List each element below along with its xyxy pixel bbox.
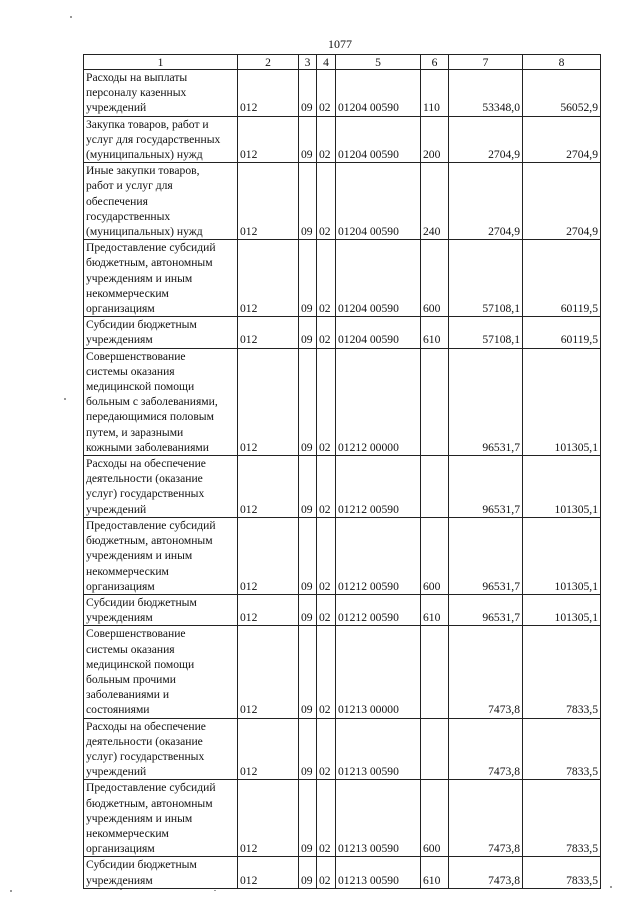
subsection-code-cell: 02 [317,348,336,455]
expense-name-line: учреждений [86,101,147,115]
expense-name-cell [84,517,238,594]
expense-name-cell [84,163,238,240]
department-code-cell: 012 [238,718,299,780]
expense-name-line: организациям [86,842,155,856]
department-code-cell: 012 [238,626,299,718]
subsection-code-cell: 02 [317,517,336,594]
expense-name-line: учреждениям и иным [86,811,193,825]
expense-name-line: Субсидии бюджетным [86,858,197,872]
column-header: 5 [336,55,421,70]
section-code-cell: 09 [299,780,317,857]
expense-name-line: некоммерческим [86,826,169,840]
department-code-cell: 012 [238,317,299,348]
expense-name-cell [84,626,238,718]
expense-name-line: некоммерческим [86,564,169,578]
department-code-cell: 012 [238,517,299,594]
expense-name-line: бюджетным, автономным [86,796,213,810]
expense-name-line: заболеваниями и [86,688,170,702]
expense-name-line: Субсидии бюджетным [86,318,197,332]
expense-name-line: учреждениям [86,333,153,347]
section-code-cell: 09 [299,857,317,888]
target-article-cell: 01204 00590 [336,240,421,317]
amount-year-1-cell: 7473,8 [449,626,523,718]
target-article-cell: 01204 00590 [336,317,421,348]
column-header: 7 [449,55,523,70]
amount-year-1-cell: 96531,7 [449,517,523,594]
expense-type-cell [421,626,449,718]
table-row [84,857,601,888]
expense-name-line: (муниципальных) нужд [86,148,203,162]
target-article-cell: 01213 00590 [336,718,421,780]
amount-year-2-cell: 56052,9 [523,70,601,117]
section-code-cell: 09 [299,718,317,780]
expense-name-line: бюджетным, автономным [86,256,213,270]
subsection-code-cell: 02 [317,116,336,163]
target-article-cell: 01213 00590 [336,857,421,888]
table-row [84,718,601,780]
amount-year-1-cell: 96531,7 [449,456,523,518]
subsection-code-cell: 02 [317,70,336,117]
section-code-cell: 09 [299,348,317,455]
target-article-cell: 01204 00590 [336,116,421,163]
expense-name-line: медицинской помощи [86,380,195,394]
expense-name-line: Предоставление субсидий [86,518,216,532]
expense-name-line: учреждений [86,765,147,779]
expense-type-cell [421,718,449,780]
expense-name-line: Совершенствование [86,349,186,363]
subsection-code-cell: 02 [317,317,336,348]
expense-name-cell [84,240,238,317]
subsection-code-cell: 02 [317,456,336,518]
table-row [84,517,601,594]
column-header: 3 [299,55,317,70]
expense-name-cell [84,857,238,888]
amount-year-2-cell: 2704,9 [523,163,601,240]
expense-type-cell: 600 [421,780,449,857]
expense-type-cell: 610 [421,857,449,888]
expense-name-line: Расходы на обеспечение [86,457,206,471]
expense-name-cell [84,348,238,455]
department-code-cell: 012 [238,456,299,518]
expense-type-cell: 240 [421,163,449,240]
amount-year-1-cell: 7473,8 [449,780,523,857]
amount-year-2-cell: 101305,1 [523,517,601,594]
table-row [84,116,601,163]
department-code-cell: 012 [238,857,299,888]
expense-name-cell [84,718,238,780]
amount-year-2-cell: 2704,9 [523,116,601,163]
table-row [84,594,601,625]
expense-type-cell [421,456,449,518]
target-article-cell: 01213 00590 [336,780,421,857]
column-header: 6 [421,55,449,70]
expense-name-line: передающимися половым [86,410,214,424]
expense-name-line: Иные закупки товаров, [86,164,200,178]
department-code-cell: 012 [238,240,299,317]
expense-type-cell: 110 [421,70,449,117]
amount-year-2-cell: 7833,5 [523,626,601,718]
expense-name-line: учреждениям [86,611,153,625]
target-article-cell: 01204 00590 [336,70,421,117]
expense-name-line: учреждениям и иным [86,271,193,285]
subsection-code-cell: 02 [317,240,336,317]
amount-year-1-cell: 57108,1 [449,317,523,348]
table-row [84,317,601,348]
subsection-code-cell: 02 [317,163,336,240]
amount-year-2-cell: 101305,1 [523,594,601,625]
expense-name-line: больным с заболеваниями, [86,395,218,409]
table-row [84,163,601,240]
expense-type-cell: 610 [421,594,449,625]
expense-name-line: кожными заболеваниями [86,440,209,454]
target-article-cell: 01212 00590 [336,517,421,594]
expense-name-line: Расходы на выплаты [86,71,188,84]
page-number: 1077 [328,37,352,51]
expense-name-line: организациям [86,579,155,593]
table-row [84,70,601,117]
expense-name-line: системы оказания [86,642,175,656]
expense-name-line: услуг для государственных [86,132,221,146]
expense-type-cell: 610 [421,317,449,348]
expense-name-line: персоналу казенных [86,86,187,100]
subsection-code-cell: 02 [317,626,336,718]
amount-year-2-cell: 101305,1 [523,348,601,455]
column-header: 2 [238,55,299,70]
department-code-cell: 012 [238,163,299,240]
expense-name-cell [84,456,238,518]
section-code-cell: 09 [299,594,317,625]
section-code-cell: 09 [299,317,317,348]
table-row [84,240,601,317]
amount-year-2-cell: 60119,5 [523,317,601,348]
target-article-cell: 01204 00590 [336,163,421,240]
amount-year-1-cell: 2704,9 [449,116,523,163]
section-code-cell: 09 [299,116,317,163]
expense-name-line: Расходы на обеспечение [86,719,206,733]
expense-name-line: Предоставление субсидий [86,241,216,255]
expense-name-line: учреждений [86,502,147,516]
expense-type-cell: 600 [421,517,449,594]
column-header: 4 [317,55,336,70]
scan-speck [214,890,216,891]
expense-name-line: Предоставление субсидий [86,781,216,795]
section-code-cell: 09 [299,163,317,240]
expense-name-cell [84,780,238,857]
expense-name-line: организациям [86,302,155,316]
expense-name-line: деятельности (оказание [86,734,203,748]
expense-name-line: учреждениям [86,873,153,887]
amount-year-1-cell: 96531,7 [449,594,523,625]
table-body [84,70,601,889]
section-code-cell: 09 [299,517,317,594]
expense-name-line: работ и услуг для [86,179,173,193]
department-code-cell: 012 [238,70,299,117]
column-header: 1 [84,55,238,70]
amount-year-2-cell: 7833,5 [523,718,601,780]
expense-name-line: услуг) государственных [86,487,205,501]
scan-speck [610,886,612,888]
target-article-cell: 01212 00590 [336,594,421,625]
target-article-cell: 01212 00000 [336,348,421,455]
section-code-cell: 09 [299,240,317,317]
section-code-cell: 09 [299,70,317,117]
scan-speck [120,889,122,890]
expense-name-cell [84,116,238,163]
column-header: 8 [523,55,601,70]
expense-name-line: некоммерческим [86,286,169,300]
expense-name-line: Субсидии бюджетным [86,595,197,609]
table-row [84,780,601,857]
scan-speck [10,890,12,892]
amount-year-1-cell: 7473,8 [449,857,523,888]
amount-year-1-cell: 7473,8 [449,718,523,780]
amount-year-2-cell: 60119,5 [523,240,601,317]
budget-table [83,54,601,889]
expense-name-line: бюджетным, автономным [86,534,213,548]
table-row [84,456,601,518]
amount-year-2-cell: 101305,1 [523,456,601,518]
amount-year-2-cell: 7833,5 [523,780,601,857]
column-number-header-row [84,55,601,70]
section-code-cell: 09 [299,626,317,718]
expense-name-line: состояниями [86,703,150,717]
expense-name-line: учреждениям и иным [86,549,193,563]
expense-type-cell: 600 [421,240,449,317]
expense-name-cell [84,70,238,117]
expense-name-line: больным прочими [86,672,176,686]
amount-year-1-cell: 53348,0 [449,70,523,117]
department-code-cell: 012 [238,594,299,625]
expense-name-line: путем, и заразными [86,425,184,439]
section-code-cell: 09 [299,456,317,518]
target-article-cell: 01212 00590 [336,456,421,518]
subsection-code-cell: 02 [317,594,336,625]
expense-type-cell: 200 [421,116,449,163]
expense-name-cell [84,594,238,625]
target-article-cell: 01213 00000 [336,626,421,718]
scan-speck [64,398,66,400]
expense-name-line: Закупка товаров, работ и [86,117,209,131]
expense-name-line: (муниципальных) нужд [86,225,203,239]
expense-name-line: услуг) государственных [86,749,205,763]
department-code-cell: 012 [238,116,299,163]
department-code-cell: 012 [238,780,299,857]
expense-name-line: медицинской помощи [86,657,195,671]
amount-year-1-cell: 96531,7 [449,348,523,455]
expense-name-cell [84,317,238,348]
expense-name-line: системы оказания [86,364,175,378]
expense-name-line: деятельности (оказание [86,472,203,486]
amount-year-2-cell: 7833,5 [523,857,601,888]
subsection-code-cell: 02 [317,780,336,857]
subsection-code-cell: 02 [317,718,336,780]
amount-year-1-cell: 57108,1 [449,240,523,317]
scan-speck [70,16,72,18]
amount-year-1-cell: 2704,9 [449,163,523,240]
subsection-code-cell: 02 [317,857,336,888]
expense-type-cell [421,348,449,455]
table-row [84,348,601,455]
expense-name-line: государственных [86,209,171,223]
expense-name-line: обеспечения [86,194,148,208]
department-code-cell: 012 [238,348,299,455]
table-row [84,626,601,718]
expense-name-line: Совершенствование [86,627,186,641]
